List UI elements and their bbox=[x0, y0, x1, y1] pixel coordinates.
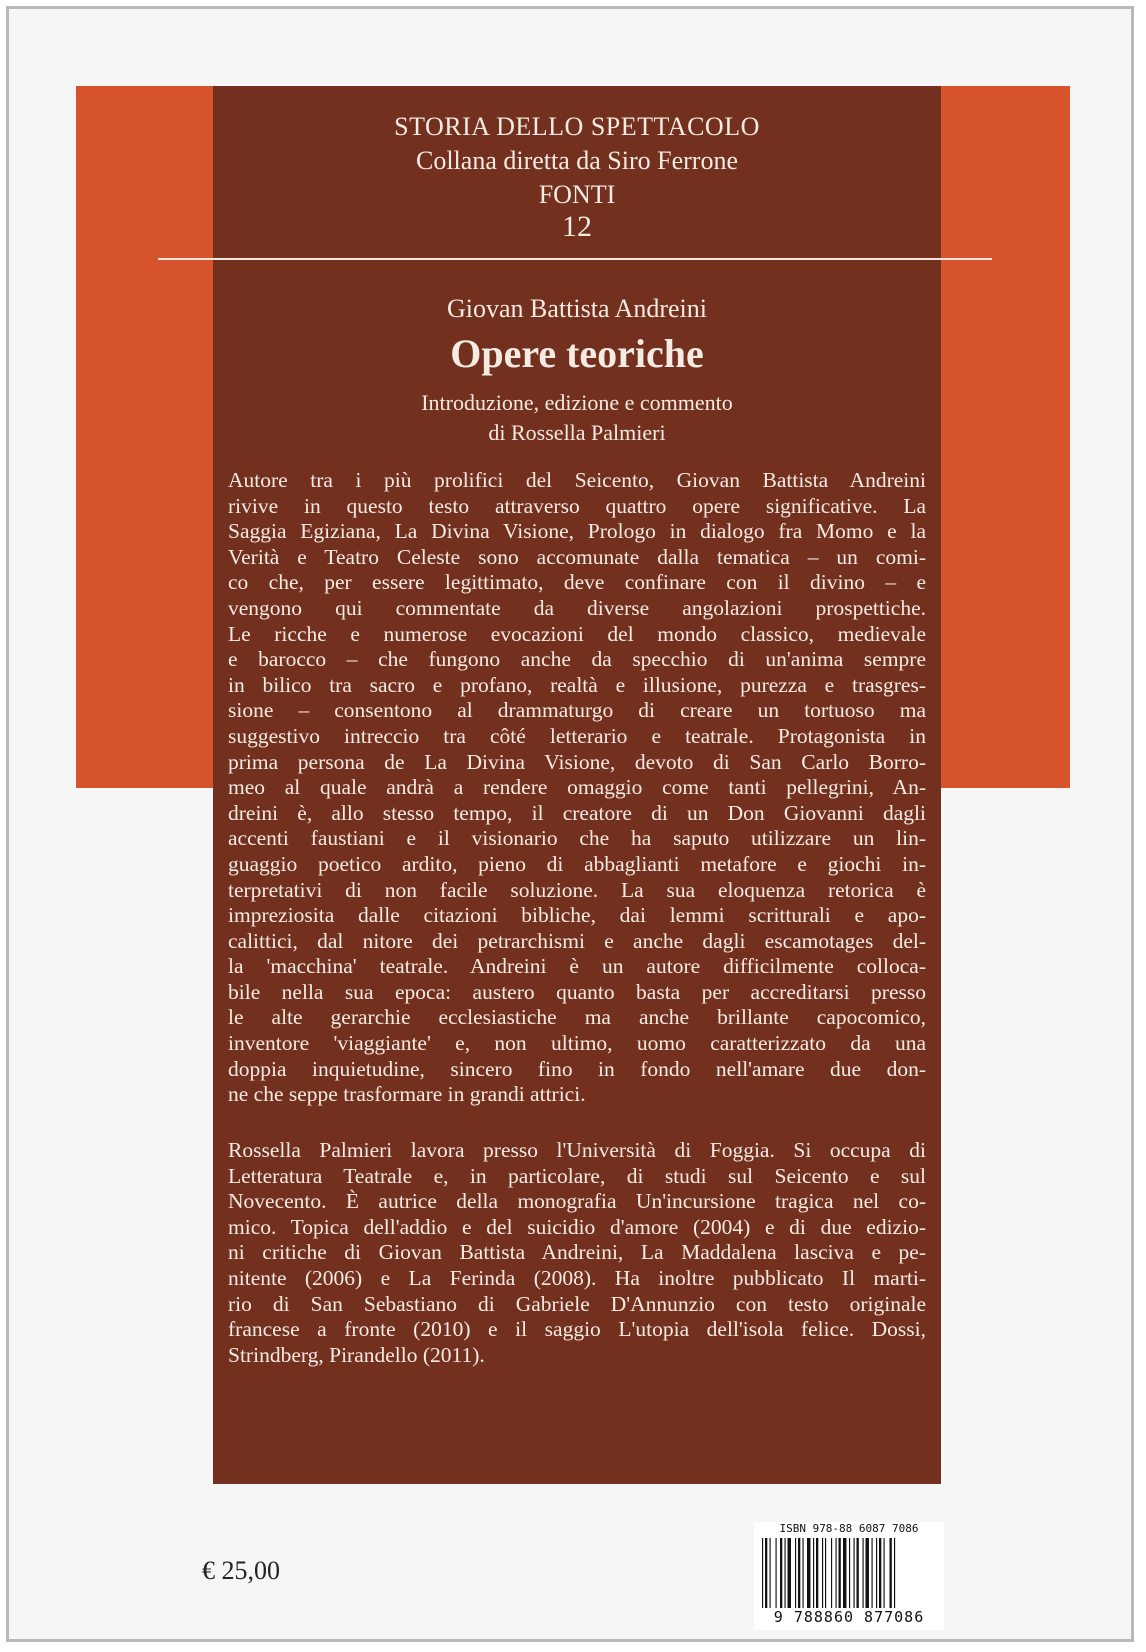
description-line: accenti faustiani e il visionario che ha saputo utilizzare un lin- bbox=[228, 826, 926, 851]
description-line: Saggia Egiziana, La Divina Visione, Prologo in dialogo fra Momo e la bbox=[228, 519, 926, 544]
description-line: sione – consentono al drammaturgo di creare un tortuoso ma bbox=[228, 698, 926, 723]
series-editor: Collana diretta da Siro Ferrone bbox=[415, 146, 739, 175]
barcode-bar bbox=[776, 1538, 777, 1608]
barcode-bar bbox=[765, 1538, 767, 1608]
isbn-barcode bbox=[754, 1522, 944, 1630]
description-line: Le ricche e numerose evocazioni del mondo classico, medievale bbox=[228, 621, 926, 646]
bio-line: ni critiche di Giovan Battista Andreini, La Maddalena lasciva e pe- bbox=[228, 1240, 926, 1265]
price-label: € 25,00 bbox=[202, 1556, 280, 1585]
bio-line: Novecento. È autrice della monografia Un'incursione tragica nel co- bbox=[228, 1189, 926, 1214]
barcode-bar bbox=[795, 1538, 796, 1608]
series-section: FONTI bbox=[538, 180, 616, 209]
barcode-bar bbox=[816, 1538, 818, 1608]
description-line: meo al quale andrà a rendere omaggio come tanti pellegrini, An- bbox=[228, 775, 926, 800]
barcode-bar bbox=[863, 1538, 864, 1608]
barcode-bar bbox=[807, 1538, 810, 1608]
description-line: bile nella sua epoca: austero quanto basta per accreditarsi presso bbox=[228, 979, 926, 1004]
isbn-digits: 9 788860 877086 bbox=[773, 1608, 925, 1626]
description-line: suggestivo intreccio tra côté letterario e teatrale. Protagonista in bbox=[228, 723, 926, 748]
description-line: Verità e Teatro Celeste sono accomunate dalla tematica – un comi- bbox=[228, 544, 926, 569]
description-line: ne che seppe trasformare in grandi attrici. bbox=[228, 1082, 586, 1107]
barcode-bar bbox=[854, 1538, 855, 1608]
series-title: STORIA DELLO SPETTACOLO bbox=[394, 112, 760, 141]
barcode-bar bbox=[803, 1538, 804, 1608]
barcode-bar bbox=[890, 1538, 892, 1608]
description-line: impreziosita dalle citazioni bibliche, dai lemmi scritturali e apo- bbox=[228, 903, 926, 928]
bio-line: rio di San Sebastiano di Gabriele D'Annunzio con testo originale bbox=[228, 1291, 926, 1316]
description-line: co che, per essere legittimato, deve confinare con il divino – e bbox=[228, 570, 926, 595]
description-line: e barocco – che fungono anche da specchio di un'anima sempre bbox=[228, 647, 926, 672]
barcode-bar bbox=[872, 1538, 873, 1608]
book-description bbox=[228, 468, 926, 1108]
editor-credit-line2: di Rossella Palmieri bbox=[488, 420, 666, 445]
description-line: rivive in questo testo attraverso quattro opere significative. La bbox=[228, 493, 926, 518]
barcode-bar bbox=[879, 1538, 881, 1608]
bio-line: Strindberg, Pirandello (2011). bbox=[228, 1342, 485, 1367]
barcode-bar bbox=[770, 1538, 771, 1608]
description-line: vengono qui commentate da diverse angolazioni prospettiche. bbox=[228, 595, 926, 620]
description-line: inventore 'viaggiante' e, non ultimo, uomo caratterizzato da una bbox=[228, 1031, 926, 1056]
description-line: terpretativi di non facile soluzione. La sua eloquenza retorica è bbox=[228, 877, 926, 902]
barcode-bar bbox=[825, 1538, 826, 1608]
barcode-bar bbox=[849, 1538, 850, 1608]
description-line: le alte gerarchie ecclesiastiche ma anche brillante capocomico, bbox=[228, 1005, 926, 1030]
barcode-bars bbox=[762, 1538, 938, 1608]
barcode-bar bbox=[785, 1538, 786, 1608]
barcode-bar bbox=[866, 1538, 869, 1608]
barcode-bar bbox=[798, 1538, 800, 1608]
description-line: calittici, dal nitore dei petrarchismi e anche dagli escamotages del- bbox=[228, 928, 926, 953]
barcode-bar bbox=[762, 1538, 763, 1608]
editor-bio bbox=[228, 1138, 926, 1368]
barcode-bar bbox=[813, 1538, 814, 1608]
description-line: guaggio poetico ardito, pieno di abbaglianti metafore e giochi in- bbox=[228, 851, 926, 876]
barcode-bar bbox=[836, 1538, 837, 1608]
bio-line: nitente (2006) e La Ferinda (2008). Ha inoltre pubblicato Il marti- bbox=[228, 1265, 926, 1290]
barcode-bar bbox=[876, 1538, 877, 1608]
barcode-bar bbox=[822, 1538, 823, 1608]
barcode-bar bbox=[788, 1538, 791, 1608]
description-line: dreini è, allo stesso tempo, il creatore di un Don Giovanni dagli bbox=[228, 800, 926, 825]
description-line: in bilico tra sacro e profano, realtà e illusione, purezza e trasgres- bbox=[228, 672, 926, 697]
description-line: la 'macchina' teatrale. Andreini è un autore difficilmente colloca- bbox=[228, 954, 926, 979]
barcode-bar bbox=[894, 1538, 895, 1608]
description-line: Autore tra i più prolifici del Seicento, Giovan Battista Andreini bbox=[228, 468, 926, 492]
description-line: prima persona de La Divina Visione, devoto di San Carlo Borro- bbox=[228, 749, 926, 774]
barcode-bar bbox=[857, 1538, 859, 1608]
divider-rule bbox=[158, 258, 992, 260]
barcode-bar bbox=[831, 1538, 832, 1608]
description-line: doppia inquietudine, sincero fino in fondo nell'amare due don- bbox=[228, 1056, 926, 1081]
isbn-label: ISBN 978-88 6087 7086 bbox=[779, 1522, 919, 1535]
bio-line: Letteratura Teatrale e, in particolare, di studi sul Seicento e sul bbox=[228, 1163, 926, 1188]
bio-line: francese a fronte (2010) e il saggio L'utopia dell'isola felice. Dossi, bbox=[228, 1317, 926, 1342]
barcode-bar bbox=[843, 1538, 846, 1608]
bio-line: mico. Topica dell'addio e del suicidio d'amore (2004) e di due edizio- bbox=[228, 1214, 926, 1239]
editor-credit-line1: Introduzione, edizione e commento bbox=[421, 390, 733, 415]
barcode-bar bbox=[884, 1538, 885, 1608]
barcode-bar bbox=[839, 1538, 841, 1608]
barcode-bar bbox=[780, 1538, 782, 1608]
book-author: Giovan Battista Andreini bbox=[447, 294, 707, 323]
series-number: 12 bbox=[562, 210, 592, 243]
book-title: Opere teoriche bbox=[450, 331, 704, 376]
bio-line: Rossella Palmieri lavora presso l'Università di Foggia. Si occupa di bbox=[228, 1138, 926, 1162]
